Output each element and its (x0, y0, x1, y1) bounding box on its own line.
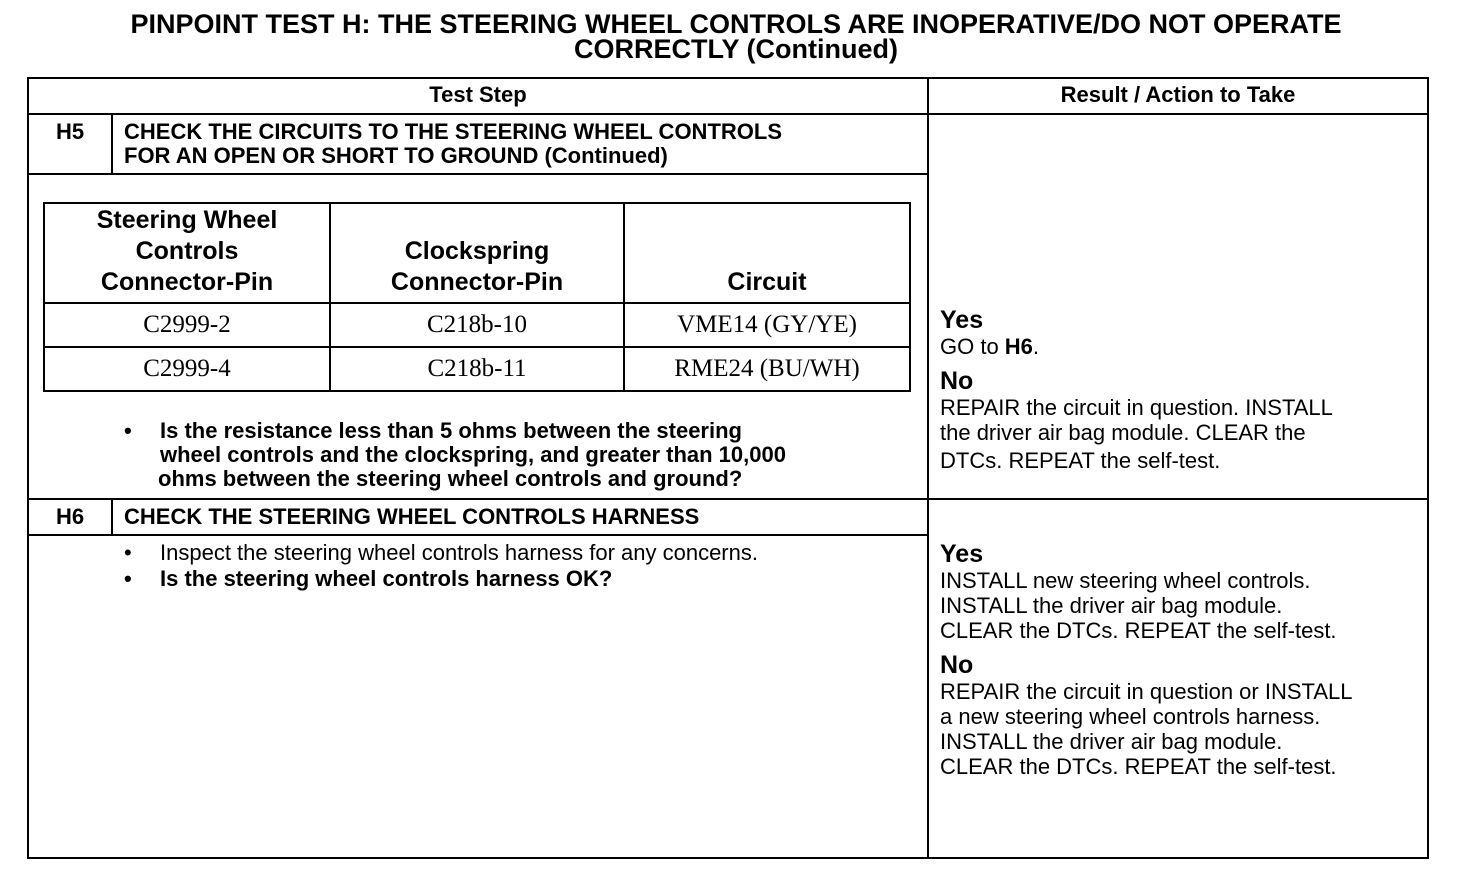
table-cell: C218b-11 (330, 347, 624, 391)
table-cell: C218b-10 (330, 303, 624, 347)
step-title-h5-line-1: CHECK THE CIRCUITS TO THE STEERING WHEEL CONTROLS (124, 119, 782, 144)
step-divider-h5-h6 (29, 498, 1427, 500)
h6-bullet-2-text: Is the steering wheel controls harness OK? (160, 566, 613, 591)
result-h5-no-line-3: DTCs. REPEAT the self-test. (940, 448, 1221, 473)
result-h5-no-line-2: the driver air bag module. CLEAR the (940, 420, 1306, 445)
step-id-h6: H6 (55, 504, 85, 529)
result-h6-yes-line-1: INSTALL new steering wheel controls. (940, 568, 1311, 593)
result-h6-yes-line-2: INSTALL the driver air bag module. (940, 593, 1283, 618)
table-cell: C2999-2 (44, 303, 330, 347)
result-h6-no-label: No (940, 651, 974, 679)
bullet-icon: • (124, 566, 132, 591)
step-title-h6: CHECK THE STEERING WHEEL CONTROLS HARNESS (124, 504, 700, 529)
step-title-divider-h5 (29, 173, 927, 175)
page-title-line-2: CORRECTLY (Continued) (574, 34, 898, 64)
header-divider (29, 113, 1427, 115)
result-h6-no-line-2: a new steering wheel controls harness. (940, 704, 1321, 729)
step-id-divider-h6 (111, 498, 113, 536)
pin-table-header-clockspring: Clockspring Connector-Pin (330, 203, 624, 303)
result-h6-no-line-1: REPAIR the circuit in question or INSTALL (940, 679, 1353, 704)
step-title-h5 (124, 120, 782, 168)
result-h6-no-line-4: CLEAR the DTCs. REPEAT the self-test. (940, 754, 1337, 779)
bullet-icon: • (124, 418, 132, 443)
h5-question-text: Is the resistance less than 5 ohms between the steering wheel controls and the clockspring, and greater than 10,000 ohms between the steering wheel controls and ground? (158, 418, 786, 491)
page-title-line-1: PINPOINT TEST H: THE STEERING WHEEL CONTROLS ARE INOPERATIVE/DO NOT OPERATE (130, 9, 1342, 39)
table-cell: C2999-4 (44, 347, 330, 391)
table-row (44, 347, 910, 391)
pin-table-header-circuit: Circuit (624, 203, 910, 303)
h6-bullet-1-text: Inspect the steering wheel controls harness for any concerns. (160, 540, 758, 565)
header-test-step: Test Step (429, 82, 527, 107)
connector-pin-table (43, 202, 911, 392)
step-id-divider-h5 (111, 113, 113, 175)
pin-table-header-wheel-controls: Steering Wheel Controls Connector-Pin (44, 203, 330, 303)
column-divider (927, 79, 929, 857)
bullet-icon: • (124, 540, 132, 565)
table-cell: VME14 (GY/YE) (624, 303, 910, 347)
result-h5-yes-label: Yes (940, 306, 984, 334)
step-title-divider-h6 (29, 534, 927, 536)
h6-bullet-1 (124, 541, 904, 565)
result-h6-yes-line-3: CLEAR the DTCs. REPEAT the self-test. (940, 618, 1337, 643)
result-h6-yes-label: Yes (940, 540, 984, 568)
result-h6-no-line-3: INSTALL the driver air bag module. (940, 729, 1283, 754)
header-result-action: Result / Action to Take (1060, 82, 1296, 107)
result-h5-no-line-1: REPAIR the circuit in question. INSTALL (940, 395, 1333, 420)
step-id-h5: H5 (55, 119, 85, 144)
result-h5-yes-text: GO to H6. (940, 334, 1040, 359)
result-h5-no-label: No (940, 367, 974, 395)
h6-bullet-2 (124, 567, 904, 591)
step-title-h5-line-2: FOR AN OPEN OR SHORT TO GROUND (Continued) (124, 143, 668, 168)
table-row (44, 303, 910, 347)
table-cell: RME24 (BU/WH) (624, 347, 910, 391)
result-h6 (940, 540, 1352, 779)
result-h5 (940, 306, 1333, 473)
page-title (0, 9, 1472, 64)
h5-question (124, 419, 904, 493)
pin-table-header-row (44, 203, 910, 303)
